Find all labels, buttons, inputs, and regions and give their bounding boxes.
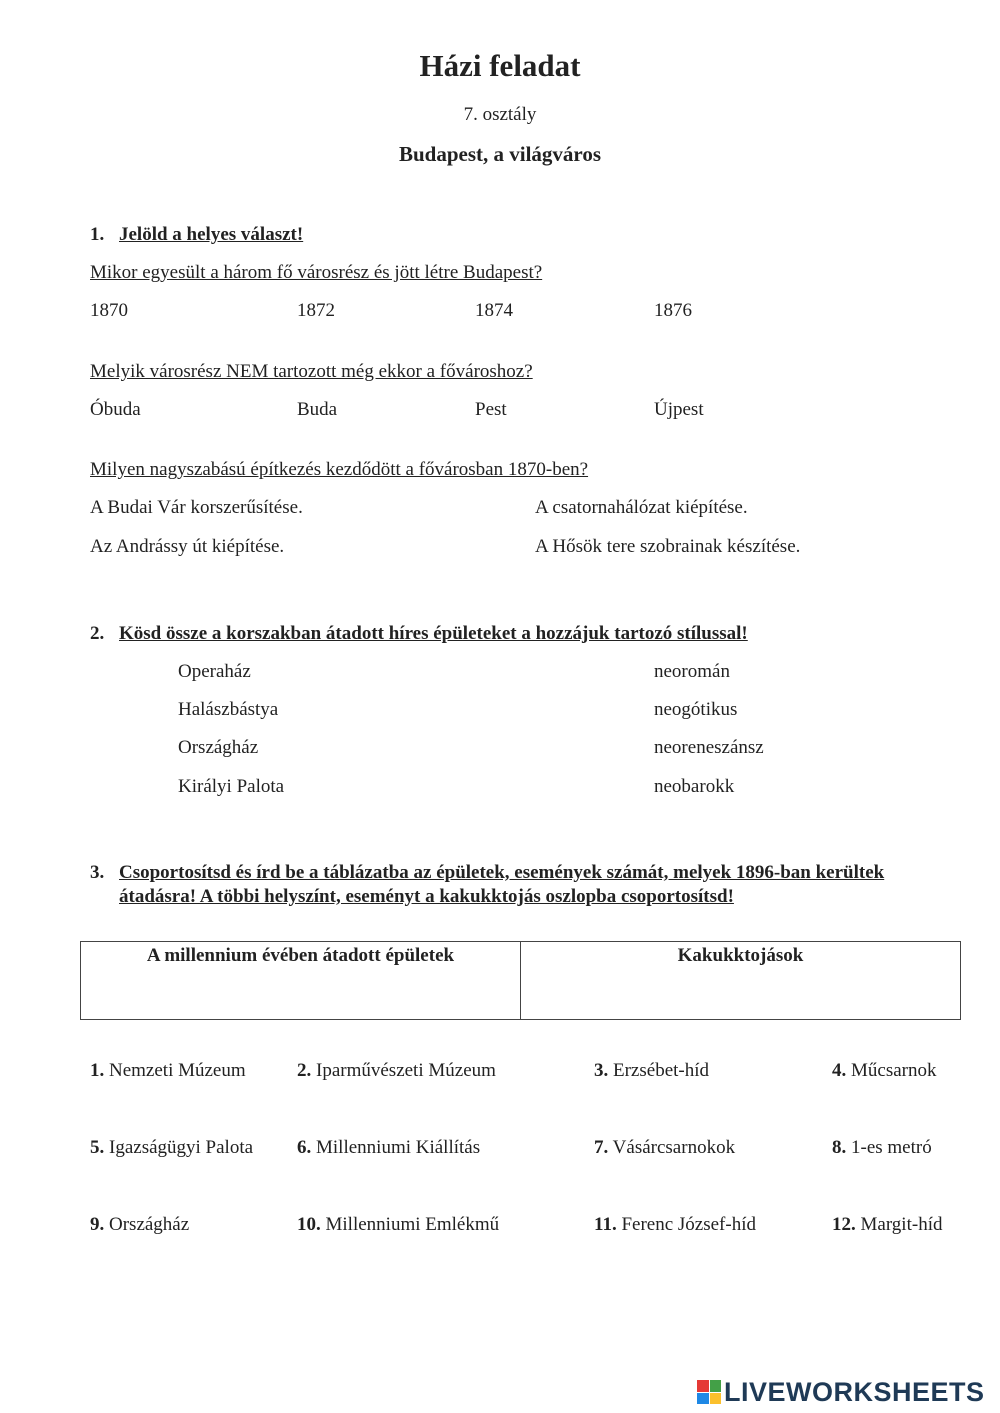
list-item[interactable]: 6. Millenniumi Kiállítás [297,1137,481,1158]
task1-q1-option[interactable]: 1870 [90,300,128,321]
task3-instruction-line2: átadásra! A többi helyszínt, eseményt a kakukktojás oszlopba csoportosítsd! [119,886,734,907]
brand-name: LIVEWORKSHEETS [724,1376,985,1407]
liveworksheets-logo[interactable] [697,1376,985,1408]
building-item[interactable]: Országház [178,737,259,758]
task1-q1-option[interactable]: 1874 [475,300,513,321]
millennium-column-header: A millennium évében átadott épületek [146,945,455,966]
task1-instruction: Jelöld a helyes választ! [119,224,304,245]
task1-q3-option[interactable]: Az Andrássy út kiépítése. [90,536,285,557]
building-item[interactable]: Királyi Palota [178,776,285,797]
task1-q3-option[interactable]: A Hősök tere szobrainak készítése. [535,536,801,557]
millennium-column[interactable] [81,942,521,1020]
task1-q1-option[interactable]: 1872 [297,300,335,321]
list-item[interactable]: 7. Vásárcsarnokok [594,1137,736,1158]
task1-question-1: Mikor egyesült a három fő városrész és jött létre Budapest? [90,262,543,283]
topic-title: Budapest, a világváros [398,142,602,166]
liveworksheets-logo-icon [697,1380,721,1404]
list-item[interactable]: 9. Országház [90,1214,190,1235]
task1-q2-option[interactable]: Újpest [654,399,704,420]
task1-q2-option[interactable]: Buda [297,399,338,420]
page-title: Házi feladat [419,48,581,83]
building-item[interactable]: Operaház [178,661,251,682]
list-item[interactable]: 10. Millenniumi Emlékmű [297,1214,500,1235]
grouping-table [80,941,961,1020]
task1-q3-option[interactable]: A Budai Vár korszerűsítése. [90,497,303,518]
task3-instruction-line1: Csoportosítsd és írd be a táblázatba az épületek, események számát, melyek 1896-ban kerültek [119,862,885,883]
list-item[interactable]: 5. Igazságügyi Palota [90,1137,254,1158]
list-item[interactable]: 4. Műcsarnok [832,1060,937,1081]
style-item[interactable]: neoreneszánsz [654,737,764,758]
list-item[interactable]: 3. Erzsébet-híd [594,1060,710,1081]
task3-number: 3. [90,862,105,883]
list-item[interactable]: 8. 1-es metró [832,1137,932,1158]
list-item[interactable]: 11. Ferenc József-híd [594,1214,756,1235]
task1-q1-option[interactable]: 1876 [654,300,692,321]
building-item[interactable]: Halászbástya [178,699,279,720]
list-item[interactable]: 2. Iparművészeti Múzeum [297,1060,496,1081]
task1-question-3: Milyen nagyszabású építkezés kezdődött a fővárosban 1870-ben? [90,459,589,480]
list-item[interactable]: 1. Nemzeti Múzeum [90,1060,246,1081]
task1-q3-option[interactable]: A csatornahálózat kiépítése. [535,497,748,518]
style-item[interactable]: neogótikus [654,699,738,720]
style-item[interactable]: neoromán [654,661,730,682]
task1-q2-option[interactable]: Pest [475,399,507,420]
task2-number: 2. [90,623,105,644]
task1-q2-option[interactable]: Óbuda [90,399,141,420]
task2-instruction: Kösd össze a korszakban átadott híres épületeket a hozzájuk tartozó stílussal! [119,623,748,644]
task1-question-2: Melyik városrész NEM tartozott még ekkor a fővároshoz? [90,361,533,382]
list-item[interactable]: 12. Margit-híd [832,1214,943,1235]
task1-number: 1. [90,224,105,245]
odd-ones-column-header: Kakukktojások [677,945,804,966]
odd-ones-column[interactable] [521,942,961,1020]
style-item[interactable]: neobarokk [654,776,735,797]
grade-label: 7. osztály [463,104,537,125]
